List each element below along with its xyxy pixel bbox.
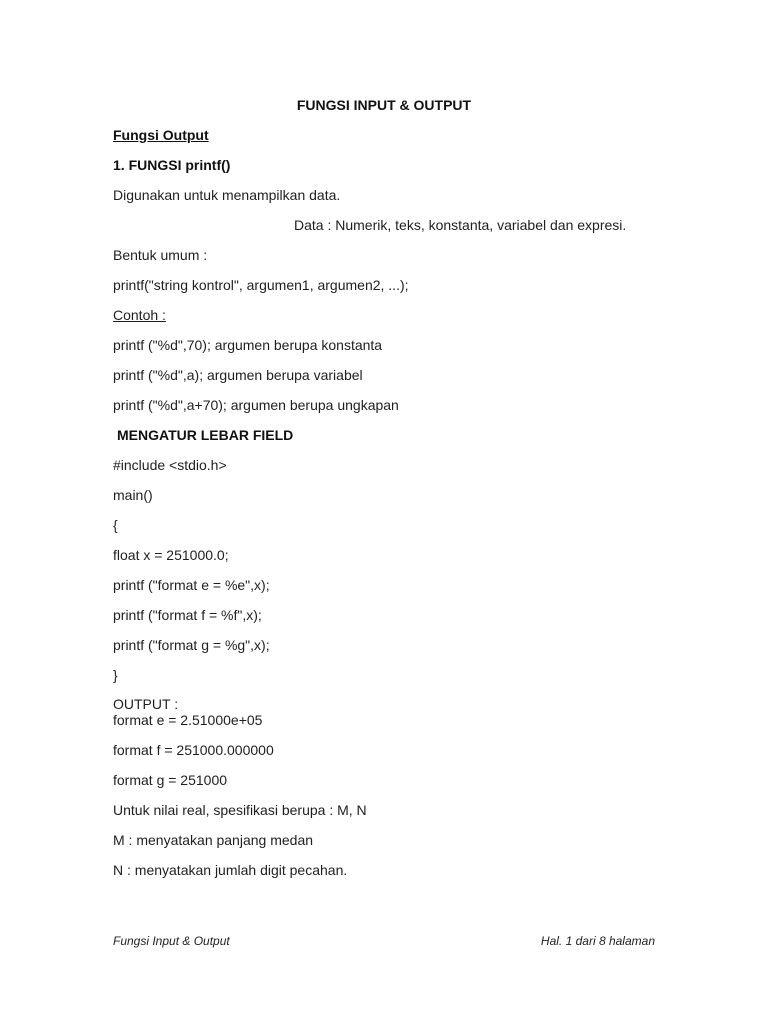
general-form-label: Bentuk umum :	[113, 247, 208, 263]
note-line: Untuk nilai real, spesifikasi berupa : M, N	[113, 802, 367, 818]
section-heading: Fungsi Output	[113, 127, 209, 143]
code-line: printf ("format e = %e",x);	[113, 577, 270, 593]
output-line: format e = 2.51000e+05	[113, 712, 263, 728]
subsection-heading: 1. FUNGSI printf()	[113, 157, 231, 173]
document-title: FUNGSI INPUT & OUTPUT	[296, 97, 472, 113]
code-line: printf ("format f = %f",x);	[113, 607, 262, 623]
output-line: format f = 251000.000000	[113, 742, 274, 758]
code-line: }	[113, 667, 118, 683]
output-line: format g = 251000	[113, 772, 228, 788]
code-line: {	[113, 517, 118, 533]
example-label: Contoh :	[113, 307, 166, 323]
example-line: printf ("%d",70); argumen berupa konstanta	[113, 337, 383, 353]
code-line: float x = 251000.0;	[113, 547, 229, 563]
note-line: N : menyatakan jumlah digit pecahan.	[113, 862, 348, 878]
general-form-syntax: printf("string kontrol", argumen1, argumen2, ...);	[113, 277, 409, 293]
footer-left: Fungsi Input & Output	[113, 934, 230, 948]
example-line: printf ("%d",a); argumen berupa variabel	[113, 367, 363, 383]
code-line: printf ("format g = %g",x);	[113, 637, 270, 653]
example-line: printf ("%d",a+70); argumen berupa ungkapan	[113, 397, 399, 413]
code-line: #include <stdio.h>	[113, 457, 227, 473]
data-types-note: Data : Numerik, teks, konstanta, variabel dan expresi.	[294, 217, 627, 233]
note-line: M : menyatakan panjang medan	[113, 832, 314, 848]
footer-page-number: Hal. 1 dari 8 halaman	[540, 934, 655, 948]
code-line: main()	[113, 487, 153, 503]
field-width-heading: MENGATUR LEBAR FIELD	[117, 427, 294, 443]
description-text: Digunakan untuk menampilkan data.	[113, 187, 341, 203]
output-label: OUTPUT :	[113, 696, 179, 712]
